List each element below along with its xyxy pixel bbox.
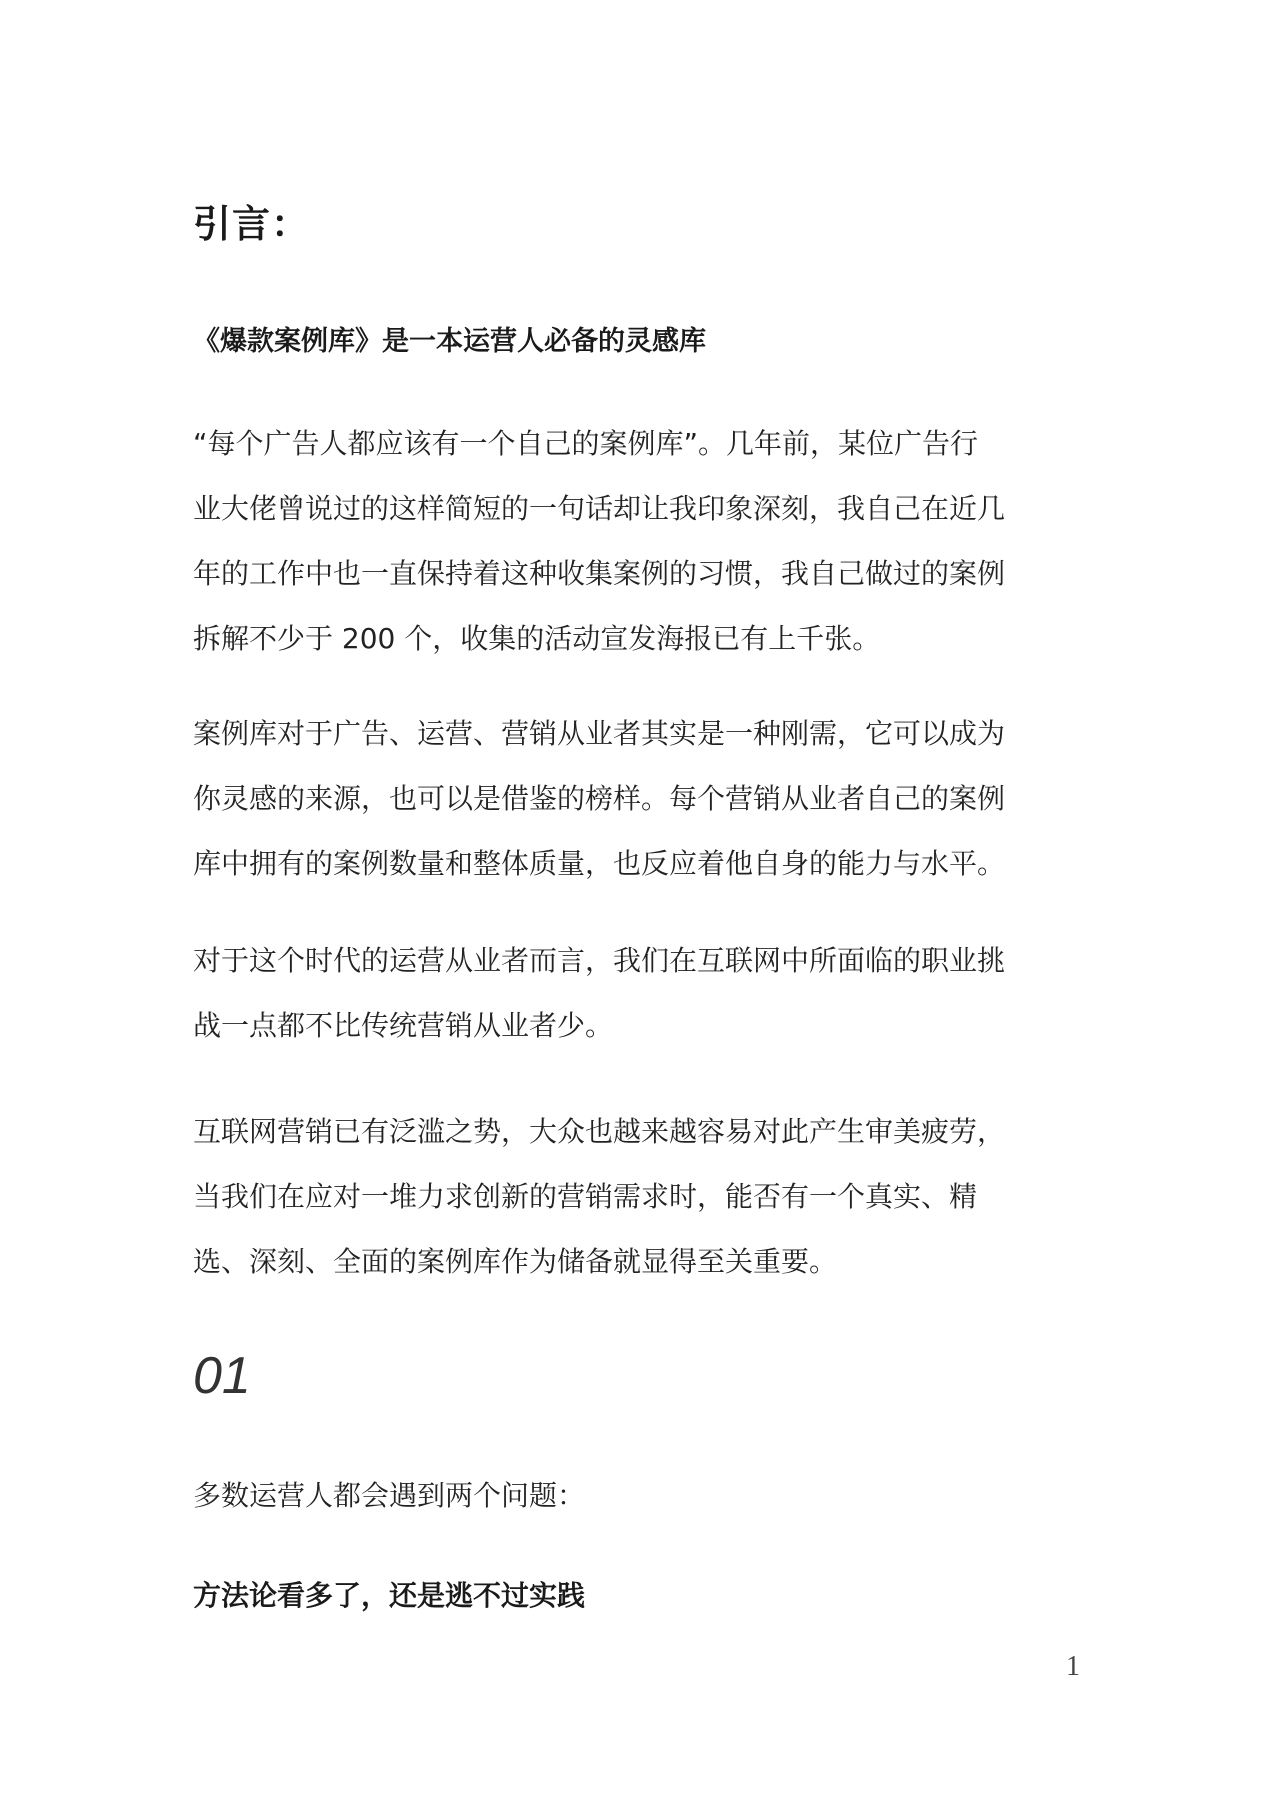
paragraph-line: 当我们在应对一堆力求创新的营销需求时，能否有一个真实、精 — [193, 1180, 978, 1213]
paragraph-line: 你灵感的来源，也可以是借鉴的榜样。每个营销从业者自己的案例 — [193, 782, 1006, 815]
page-number: 1 — [1066, 1651, 1080, 1682]
paragraph-line: 案例库对于广告、运营、营销从业者其实是一种刚需，它可以成为 — [193, 717, 1006, 750]
paragraph-line: 年的工作中也一直保持着这种收集案例的习惯，我自己做过的案例 — [193, 557, 1006, 590]
section-number: 01 — [193, 1347, 251, 1405]
paragraph-line: 选、深刻、全面的案例库作为储备就显得至关重要。 — [193, 1245, 838, 1278]
paragraph-3 — [193, 928, 1073, 1058]
paragraph-line: 拆解不少于 200 个，收集的活动宣发海报已有上千张。 — [193, 622, 881, 655]
paragraph-1 — [193, 411, 1073, 671]
intro-subtitle: 《爆款案例库》是一本运营人必备的灵感库 — [193, 326, 706, 357]
paragraph-line: “每个广告人都应该有一个自己的案例库”。几年前，某位广告行 — [193, 427, 979, 460]
paragraph-line: 业大佬曾说过的这样简短的一句话却让我印象深刻，我自己在近几 — [193, 492, 1006, 525]
page-heading: 引言： — [193, 202, 311, 246]
paragraph-line: 对于这个时代的运营从业者而言，我们在互联网中所面临的职业挑 — [193, 944, 1006, 977]
paragraph-2 — [193, 701, 1073, 896]
paragraph-line: 库中拥有的案例数量和整体质量，也反应着他自身的能力与水平。 — [193, 847, 1006, 880]
section-intro: 多数运营人都会遇到两个问题： — [193, 1479, 586, 1512]
section-bold-heading: 方法论看多了，还是逃不过实践 — [193, 1579, 586, 1612]
paragraph-4 — [193, 1099, 1073, 1294]
paragraph-line: 互联网营销已有泛滥之势，大众也越来越容易对此产生审美疲劳， — [193, 1115, 1006, 1148]
paragraph-line: 战一点都不比传统营销从业者少。 — [193, 1009, 614, 1042]
